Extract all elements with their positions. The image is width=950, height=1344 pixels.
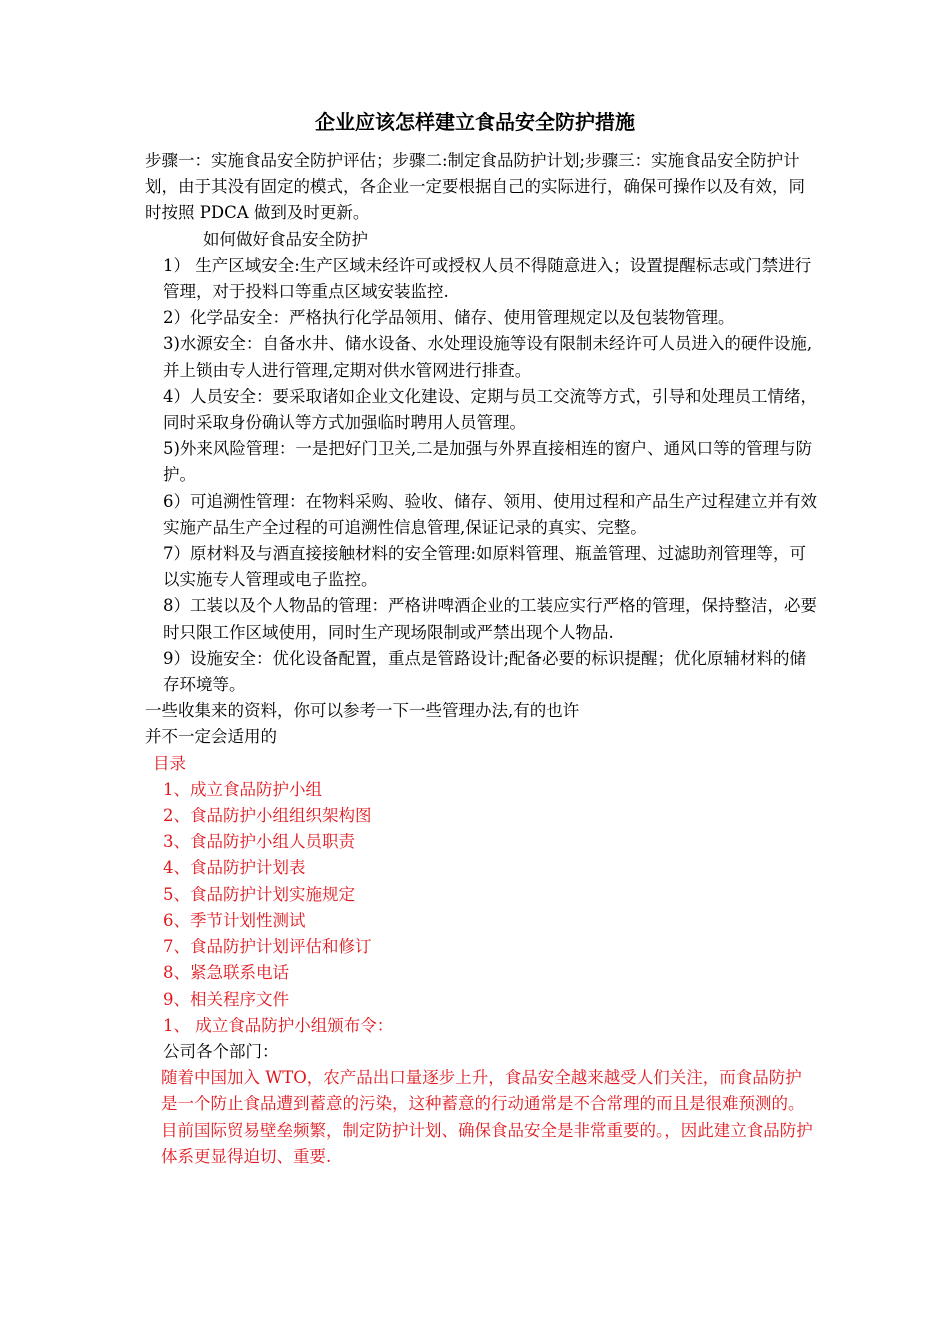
measure-item-2: 2）化学品安全：严格执行化学品领用、储存、使用管理规定以及包装物管理。 [163, 308, 735, 328]
addressee-line: 公司各个部门： [163, 1041, 279, 1061]
section-1-heading: 1、 成立食品防护小组颁布令： [163, 1015, 394, 1035]
intro-paragraph: 步骤一：实施食品安全防护评估；步骤二:制定食品防护计划;步骤三：实施食品安全防护计划，由于其没有固定的模式，各企业一定要根据自己的实际进行，确保可操作以及有效，同时按照 PDCA 做到及时更新。 [145, 151, 805, 223]
measure-item-5: 5)外来风险管理：一是把好门卫关,二是加强与外界直接相连的窗户、通风口等的管理与防护。 [163, 439, 813, 485]
document-title: 企业应该怎样建立食品安全防护措施 [315, 110, 635, 134]
toc-item-6: 6、季节计划性测试 [163, 910, 306, 930]
toc-item-4: 4、食品防护计划表 [163, 858, 306, 878]
toc-item-3: 3、食品防护小组人员职责 [163, 832, 355, 852]
toc-heading: 目录 [153, 753, 186, 773]
measure-item-9: 9）设施安全：优化设备配置，重点是管路设计;配备必要的标识提醒；优化原辅材料的储存环境等。 [163, 648, 807, 695]
measure-item-7: 7）原材料及与酒直接接触材料的安全管理:如原料管理、瓶盖管理、过滤助剂管理等，可以实施专人管理或电子监控。 [163, 544, 807, 590]
measure-item-3: 3)水源安全：自备水井、储水设备、水处理设施等设有限制未经许可人员进入的硬件设施,并上锁由专人进行管理,定期对供水管网进行排查。 [163, 334, 813, 380]
toc-item-2: 2、食品防护小组组织架构图 [163, 806, 372, 826]
document-body [145, 148, 817, 1170]
how-heading: 如何做好食品安全防护 [203, 229, 368, 249]
measure-item-6: 6）可追溯性管理：在物料采购、验收、储存、领用、使用过程和产品生产过程建立并有效实施产品生产全过程的可追溯性信息管理,保证记录的真实、完整。 [163, 491, 817, 537]
toc-item-7: 7、食品防护计划评估和修订 [163, 937, 372, 957]
toc-item-5: 5、食品防护计划实施规定 [163, 884, 355, 904]
measure-item-8: 8）工装以及个人物品的管理：严格讲啤酒企业的工装应实行严格的管理，保持整洁，必要时只限工作区域使用，同时生产现场限制或严禁出现个人物品. [163, 596, 817, 642]
measure-item-1: 1） 生产区域安全:生产区域未经许可或授权人员不得随意进入；设置提醒标志或门禁进行管理，对于投料口等重点区域安装监控. [163, 255, 812, 302]
note-line-1: 一些收集来的资料，你可以参考一下一些管理办法,有的也许 [145, 701, 580, 721]
note-line-2: 并不一定会适用的 [145, 727, 277, 747]
closing-paragraph: 随着中国加入 WTO，农产品出口量逐步上升，食品安全越来越受人们关注，而食品防护是一个防止食品遭到蓄意的污染，这种蓄意的行动通常是不合常理的而且是很难预测的。目前国际贸易壁垒频繁，制定防护计划、确保食品安全是非常重要的。，因此建立食品防护体系更显得迫切、重要. [161, 1068, 813, 1166]
toc-item-1: 1、成立食品防护小组 [163, 779, 322, 799]
measure-item-4: 4）人员安全：要采取诸如企业文化建设、定期与员工交流等方式，引导和处理员工情绪，同时采取身份确认等方式加强临时聘用人员管理。 [163, 386, 817, 433]
toc-item-9: 9、相关程序文件 [163, 989, 289, 1009]
toc-item-8: 8、紧急联系电话 [163, 963, 289, 983]
